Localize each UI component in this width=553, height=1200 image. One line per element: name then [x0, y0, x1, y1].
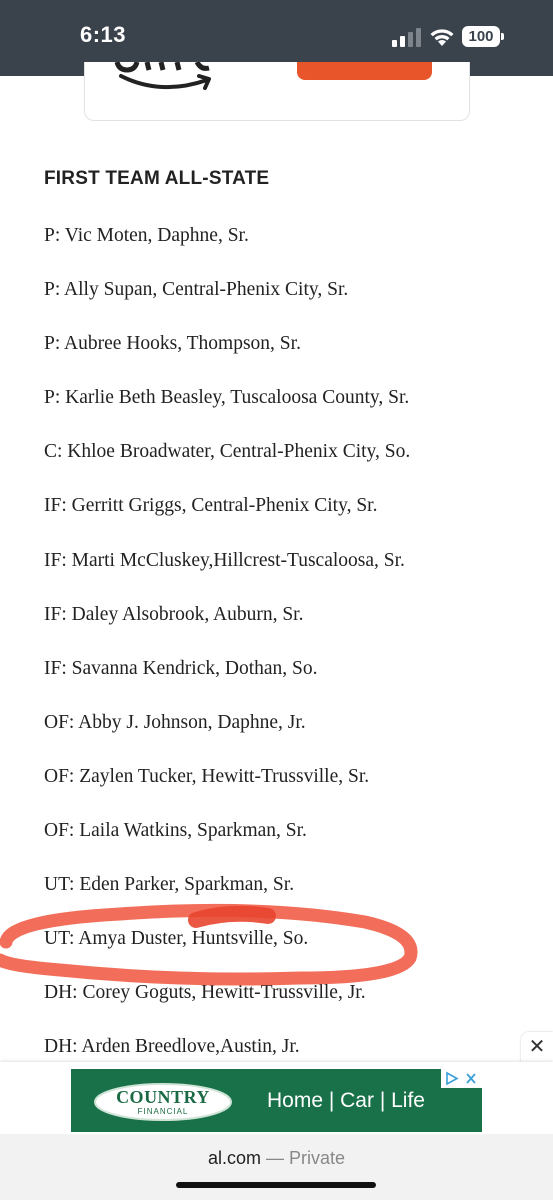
url-display[interactable]	[0, 1148, 553, 1169]
private-mode-label: Private	[289, 1148, 346, 1168]
player-entry: P: Aubree Hooks, Thompson, Sr.	[44, 333, 301, 355]
browser-address-bar[interactable]	[0, 1134, 553, 1200]
player-entry: DH: Corey Goguts, Hewitt-Trussville, Jr.	[44, 982, 366, 1004]
battery-tip	[501, 33, 504, 40]
country-financial-ad[interactable]	[71, 1069, 482, 1132]
ad-close-button[interactable]: ✕	[521, 1032, 553, 1062]
top-ad-banner[interactable]	[84, 62, 470, 121]
home-indicator[interactable]	[176, 1182, 376, 1188]
ad-brand-sub: FINANCIAL	[137, 1107, 189, 1116]
url-domain: al.com	[207, 1148, 261, 1168]
player-entry: DH: Arden Breedlove,Austin, Jr.	[44, 1036, 300, 1058]
player-list	[44, 222, 524, 1088]
player-entry: P: Ally Supan, Central-Phenix City, Sr.	[44, 279, 349, 301]
player-entry: OF: Laila Watkins, Sparkman, Sr.	[44, 820, 307, 842]
wifi-icon	[428, 26, 456, 48]
player-entry: UT: Eden Parker, Sparkman, Sr.	[44, 874, 295, 896]
player-entry: IF: Savanna Kendrick, Dothan, So.	[44, 657, 318, 679]
player-entry: OF: Abby J. Johnson, Daphne, Jr.	[44, 711, 306, 733]
player-entry: IF: Daley Alsobrook, Auburn, Sr.	[44, 603, 304, 625]
section-heading: FIRST TEAM ALL-STATE	[44, 168, 270, 189]
adchoices-icon[interactable]	[441, 1069, 482, 1088]
country-financial-logo	[93, 1082, 233, 1122]
player-entry: OF: Zaylen Tucker, Hewitt-Trussville, Sr.	[44, 765, 370, 787]
player-entry: IF: Gerritt Griggs, Central-Phenix City, Sr.	[44, 495, 378, 517]
status-time: 6:13	[80, 22, 127, 47]
battery-indicator: 100	[462, 26, 500, 47]
player-entry: IF: Marti McCluskey,Hillcrest-Tuscaloosa, Sr.	[44, 549, 405, 571]
player-entry: P: Karlie Beth Beasley, Tuscaloosa County, Sr.	[44, 387, 410, 409]
amazon-logo-icon	[103, 62, 233, 98]
cellular-signal-icon	[392, 27, 422, 47]
player-entry: UT: Amya Duster, Huntsville, So.	[44, 928, 309, 950]
ad-tagline: Home | Car | Life	[267, 1089, 425, 1112]
ad-shop-button[interactable]	[297, 62, 432, 80]
player-entry: P: Vic Moten, Daphne, Sr.	[44, 225, 249, 246]
player-entry: C: Khloe Broadwater, Central-Phenix City, So.	[44, 441, 411, 463]
ad-brand-name: COUNTRY	[116, 1087, 210, 1107]
url-separator: —	[260, 1148, 289, 1168]
